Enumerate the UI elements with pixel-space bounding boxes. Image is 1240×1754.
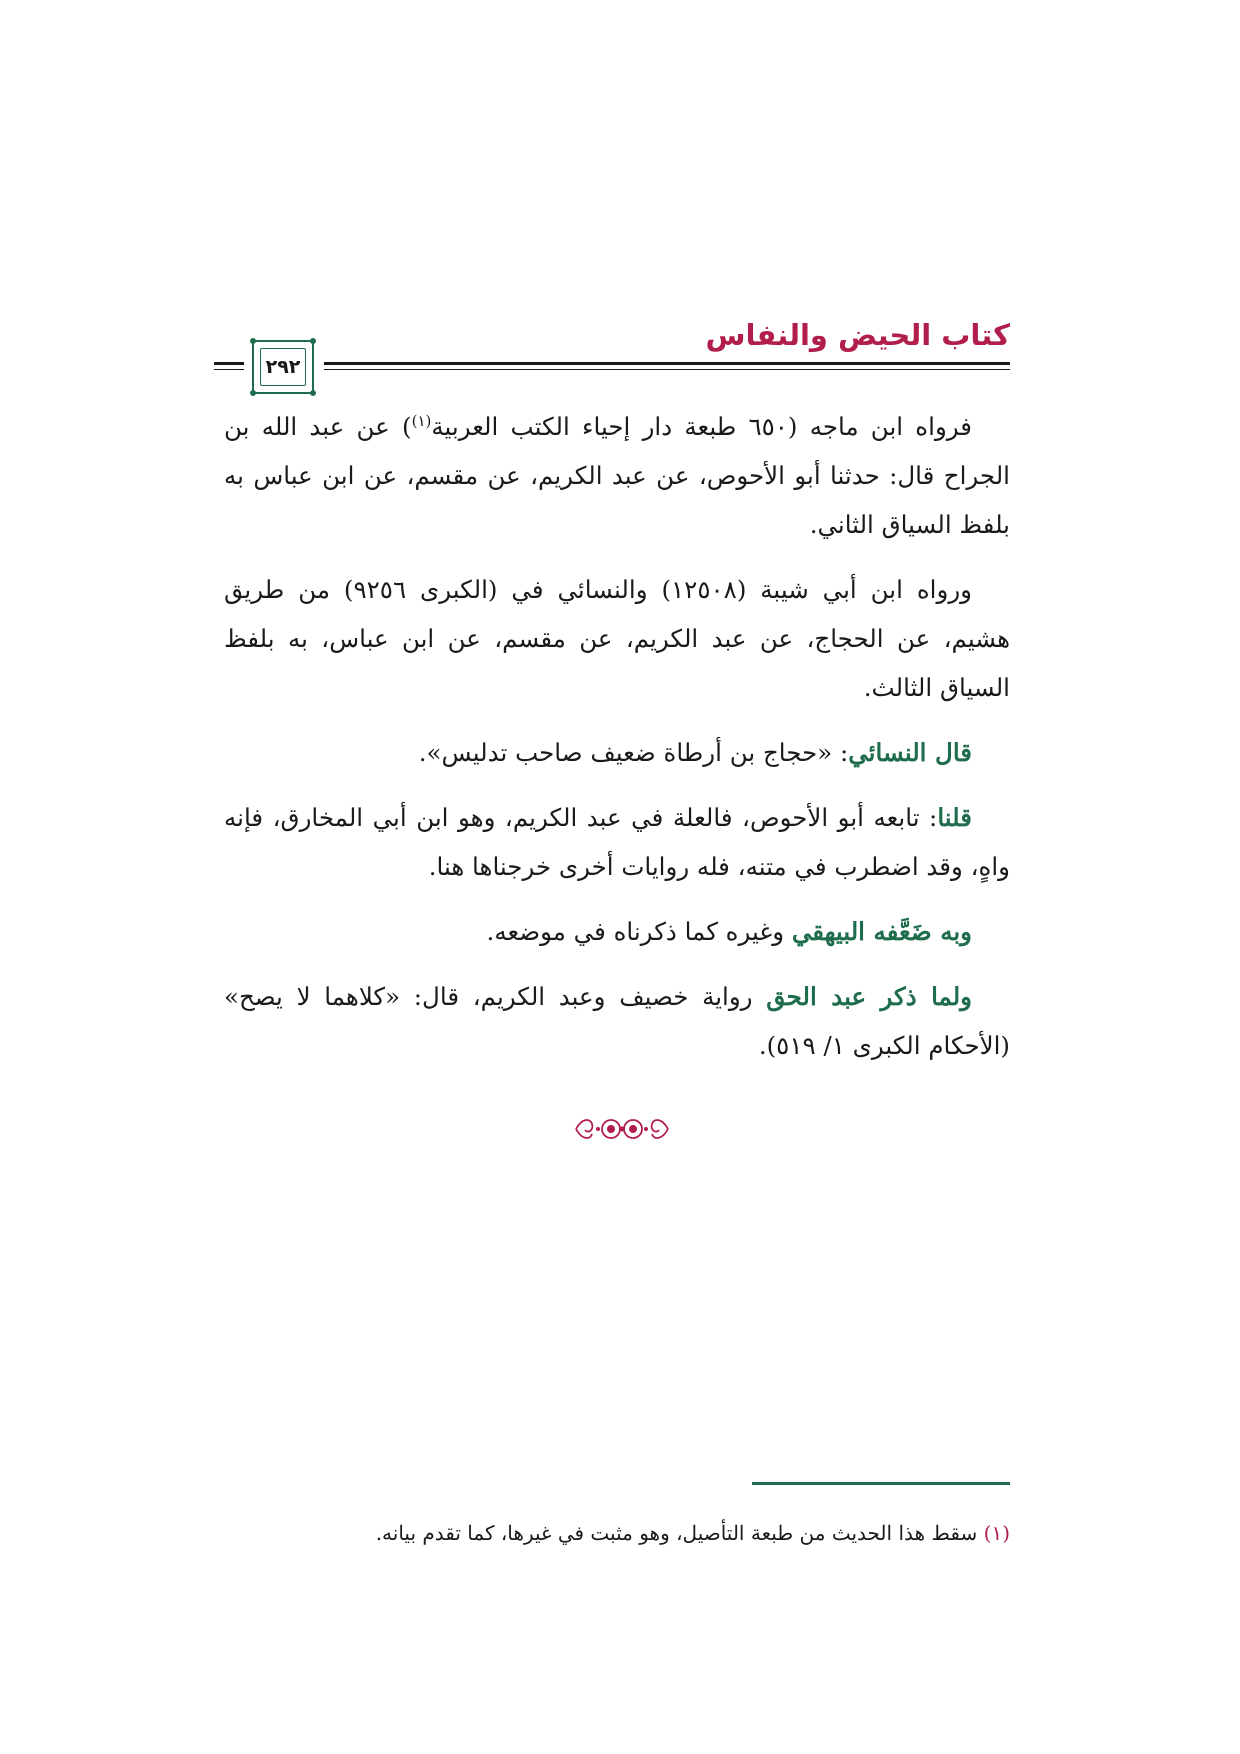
footnote-ref[interactable]: (١) bbox=[411, 411, 432, 430]
section-divider-ornament-icon bbox=[570, 1112, 674, 1146]
paragraph-6 bbox=[224, 972, 1010, 1070]
paragraph-1 bbox=[224, 402, 1010, 549]
abdulhaq-label: ولما ذكر عبد الحق bbox=[766, 982, 973, 1011]
page-header bbox=[214, 310, 1010, 390]
paragraph-6-text: رواية خصيف وعبد الكريم، قال: «كلاهما لا يصح» (الأحكام الكبرى ١/ ٥١٩). bbox=[224, 982, 1010, 1060]
paragraph-1-rest: ) عن عبد الله بن الجراح قال: حدثنا أبو الأحوص، عن عبد الكريم، عن مقسم، عن ابن عباس به بلفظ السياق الثاني. bbox=[224, 412, 1010, 539]
header-rule-left-bottom bbox=[214, 369, 244, 370]
footnote-text: سقط هذا الحديث من طبعة التأصيل، وهو مثبت في غيرها، كما تقدم بيانه. bbox=[375, 1521, 984, 1545]
page-number: ٢٩٢ bbox=[260, 348, 306, 386]
nasai-label: قال النسائي bbox=[848, 738, 972, 767]
paragraph-1-text: فرواه ابن ماجه (٦٥٠ طبعة دار إحياء الكتب العربية bbox=[431, 412, 973, 441]
paragraph-4 bbox=[224, 793, 1010, 891]
qulna-label: قلنا bbox=[937, 803, 972, 832]
paragraph-5-text: وغيره كما ذكرناه في موضعه. bbox=[486, 917, 792, 946]
paragraph-4-text: : تابعه أبو الأحوص، فالعلة في عبد الكريم، وهو ابن أبي المخارق، فإنه واهٍ، وقد اضطرب في متنه، فله روايات أخرى خرجناها هنا. bbox=[224, 803, 1010, 881]
footnote-separator bbox=[752, 1482, 1010, 1485]
header-rule-left-top bbox=[214, 362, 244, 365]
footnote bbox=[224, 1516, 1010, 1550]
header-rule-bottom bbox=[324, 369, 1010, 370]
paragraph-3 bbox=[224, 728, 1010, 777]
paragraph-2: ورواه ابن أبي شيبة (١٢٥٠٨) والنسائي في (الكبرى ٩٢٥٦) من طريق هشيم، عن الحجاج، عن عبد الكريم، عن مقسم، عن ابن عباس، به بلفظ السياق الثالث. bbox=[224, 575, 1010, 702]
main-text bbox=[224, 402, 1010, 1086]
bayhaqi-label: وبه ضَعَّفه البيهقي bbox=[791, 917, 972, 946]
header-rule-top bbox=[324, 362, 1010, 365]
paragraph-5 bbox=[224, 907, 1010, 956]
book-title: كتاب الحيض والنفاس bbox=[705, 318, 1010, 352]
paragraph-3-text: : «حجاج بن أرطاة ضعيف صاحب تدليس». bbox=[418, 738, 849, 767]
footnote-number: (١) bbox=[983, 1521, 1010, 1545]
page-number-badge bbox=[252, 340, 314, 394]
